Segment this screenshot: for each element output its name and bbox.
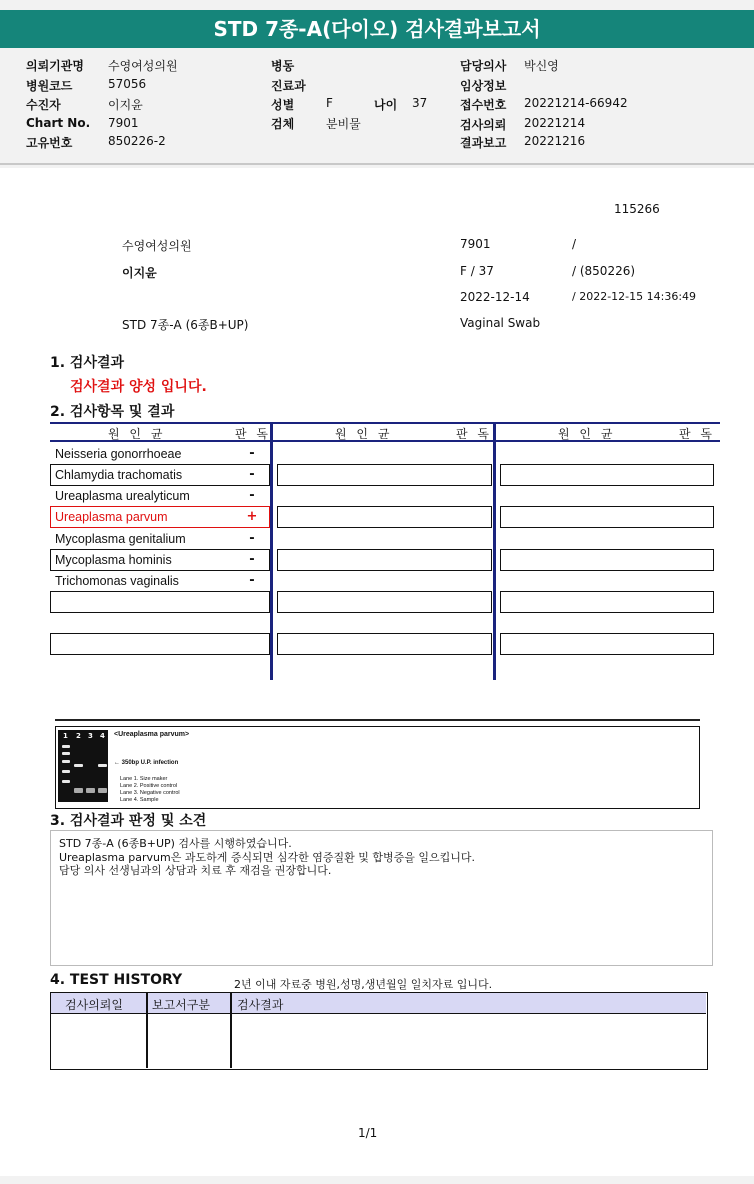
history-note: 2년 이내 자료중 병원,성명,생년월일 일치자료 입니다. bbox=[234, 978, 493, 991]
gel-title: <Ureaplasma parvum> bbox=[114, 731, 190, 738]
sex-age: F / 37 bbox=[460, 264, 494, 278]
chart-number: 7901 bbox=[460, 237, 491, 251]
col-header-judgement: 판 독 bbox=[679, 427, 715, 441]
gel-band bbox=[62, 780, 70, 783]
col-header-pathogen: 원 인 균 bbox=[558, 427, 616, 441]
gel-band bbox=[62, 770, 70, 773]
specimen-label: 검체 bbox=[271, 117, 295, 131]
dept-label: 진료과 bbox=[271, 79, 306, 93]
lane-number: 4 bbox=[100, 732, 105, 740]
age-value: 37 bbox=[412, 96, 428, 110]
section2-title: 2. 검사항목 및 결과 bbox=[50, 404, 175, 420]
gel-band bbox=[74, 764, 83, 767]
header-value: 20221214 bbox=[524, 116, 586, 130]
barcode-number: 115266 bbox=[614, 202, 660, 216]
gel-band bbox=[62, 745, 70, 748]
header-value: 850226-2 bbox=[108, 134, 166, 148]
header-value: 20221216 bbox=[524, 134, 586, 148]
section4-title: 4. TEST HISTORY bbox=[50, 972, 183, 988]
col-header-judgement: 판 독 bbox=[235, 427, 271, 441]
row-box bbox=[277, 633, 492, 655]
test-name: STD 7종-A (6종B+UP) bbox=[122, 318, 249, 332]
ward-label: 병동 bbox=[271, 59, 295, 73]
header-value: 박신영 bbox=[524, 59, 559, 73]
gel-legend: Lane 1. Size maker bbox=[120, 776, 168, 782]
header-value: 수영여성의원 bbox=[108, 59, 178, 73]
pathogen-name: Mycoplasma genitalium bbox=[55, 532, 186, 546]
pathogen-result: - bbox=[249, 531, 255, 546]
pathogen-name: Neisseria gonorrhoeae bbox=[55, 447, 182, 461]
col-divider bbox=[270, 422, 273, 680]
header-value: 7901 bbox=[108, 116, 139, 130]
page-number: 1/1 bbox=[358, 1126, 378, 1140]
opinion-box bbox=[50, 830, 713, 966]
row-box bbox=[500, 549, 714, 571]
opinion-line: STD 7종-A (6종B+UP) 검사를 시행하였습니다. bbox=[59, 837, 292, 850]
header-label: 수진자 bbox=[26, 98, 61, 112]
pathogen-result: - bbox=[249, 446, 255, 461]
row-box bbox=[277, 591, 492, 613]
gel-band bbox=[74, 788, 83, 793]
gel-band bbox=[86, 788, 95, 793]
header-label: 임상정보 bbox=[460, 79, 507, 93]
specimen-value: 분비물 bbox=[326, 117, 361, 131]
lane-number: 3 bbox=[88, 732, 93, 740]
pathogen-result-positive: + bbox=[246, 509, 258, 524]
header-label: 결과보고 bbox=[460, 136, 507, 150]
header-label: 담당의사 bbox=[460, 59, 507, 73]
gel-band bbox=[98, 764, 107, 767]
header-label: 의뢰기관명 bbox=[26, 59, 84, 73]
history-col-divider bbox=[146, 993, 148, 1068]
history-col-result: 검사결과 bbox=[237, 998, 284, 1012]
col-header-judgement: 판 독 bbox=[456, 427, 492, 441]
pathogen-name: Trichomonas vaginalis bbox=[55, 574, 179, 588]
history-col-request-date: 검사의뢰일 bbox=[65, 998, 123, 1012]
header-value: 이지윤 bbox=[108, 98, 143, 112]
opinion-line: 담당 의사 선생님과의 상담과 치료 후 재검을 권장합니다. bbox=[59, 864, 332, 877]
pathogen-name-positive: Ureaplasma parvum bbox=[55, 510, 168, 524]
header-label: 접수번호 bbox=[460, 98, 507, 112]
history-col-report-type: 보고서구분 bbox=[152, 998, 210, 1012]
lane-number: 2 bbox=[76, 732, 81, 740]
gel-band bbox=[62, 760, 70, 763]
sex-label: 성별 bbox=[271, 98, 295, 112]
gel-legend: Lane 3. Negative control bbox=[120, 790, 180, 796]
header-divider bbox=[0, 163, 754, 165]
birth-date: / (850226) bbox=[572, 264, 636, 278]
gel-legend: Lane 4. Sample bbox=[120, 797, 159, 803]
row-box bbox=[277, 506, 492, 528]
lane-number: 1 bbox=[63, 732, 68, 740]
row-box bbox=[500, 506, 714, 528]
header-value: 20221214-66942 bbox=[524, 96, 628, 110]
section1-title: 1. 검사결과 bbox=[50, 355, 125, 371]
request-date: 2022-12-14 bbox=[460, 290, 530, 304]
report-datetime: / 2022-12-15 14:36:49 bbox=[572, 290, 697, 303]
sex-value: F bbox=[326, 96, 333, 110]
row-box bbox=[277, 464, 492, 486]
clinic-name: 수영여성의원 bbox=[122, 239, 192, 253]
pathogen-result: - bbox=[249, 552, 255, 567]
specimen-type: Vaginal Swab bbox=[460, 316, 541, 330]
header-label: Chart No. bbox=[26, 116, 91, 130]
header-label: 고유번호 bbox=[26, 136, 73, 150]
pathogen-result: - bbox=[249, 488, 255, 503]
history-header bbox=[51, 993, 706, 1014]
header-label: 병원코드 bbox=[26, 79, 73, 93]
row-box bbox=[500, 591, 714, 613]
col-header-pathogen: 원 인 균 bbox=[335, 427, 393, 441]
col-header-pathogen: 원 인 균 bbox=[108, 427, 166, 441]
pathogen-result: - bbox=[249, 467, 255, 482]
gel-legend: Lane 2. Positive control bbox=[120, 783, 178, 789]
header-label: 검사의뢰 bbox=[460, 118, 507, 132]
pathogen-name: Chlamydia trachomatis bbox=[55, 468, 183, 482]
pathogen-result: - bbox=[249, 573, 255, 588]
gel-band bbox=[62, 752, 70, 755]
col-divider bbox=[493, 422, 496, 680]
pathogen-name: Mycoplasma hominis bbox=[55, 553, 172, 567]
header-value: 57056 bbox=[108, 77, 147, 91]
history-col-divider bbox=[230, 993, 232, 1068]
row-box bbox=[500, 464, 714, 486]
pathogen-name: Ureaplasma urealyticum bbox=[55, 489, 190, 503]
row-box bbox=[500, 633, 714, 655]
gel-band bbox=[98, 788, 107, 793]
row-box bbox=[277, 549, 492, 571]
opinion-line: Ureaplasma parvum은 과도하게 증식되면 심각한 염증질환 및 합병증을 일으킵니다. bbox=[59, 851, 475, 864]
row-box bbox=[50, 591, 270, 613]
gel-band-label: ← 350bp U.P. infection bbox=[114, 760, 179, 766]
slash: / bbox=[572, 237, 577, 251]
result-summary: 검사결과 양성 입니다. bbox=[70, 379, 207, 395]
table-top-rule bbox=[50, 422, 720, 424]
section3-title: 3. 검사결과 판정 및 소견 bbox=[50, 813, 207, 829]
gel-top-rule bbox=[55, 719, 700, 721]
row-box bbox=[50, 633, 270, 655]
history-table bbox=[50, 992, 708, 1070]
patient-name: 이지윤 bbox=[122, 266, 157, 280]
gel-image bbox=[58, 730, 108, 802]
report-title: STD 7종-A(다이오) 검사결과보고서 bbox=[0, 10, 754, 48]
age-label: 나이 bbox=[374, 98, 398, 112]
